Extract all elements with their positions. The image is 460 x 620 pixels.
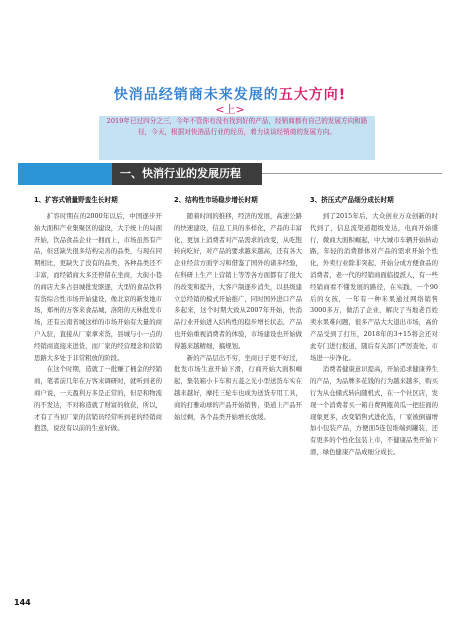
column-3-heading: 3、挤压式产品细分成长时期 [310, 196, 394, 204]
column-2-paragraph-2: 新的产品层出不穷，坐商日子更不好过，批发市场生意开始下滑，行商开始大面积崛起，集装箱小卡车和五菱之光小型送货车实在越来越好，摩托三轮车也成为送货专用工具，商的打雅动球的产品开始销售，渠道上产品开始过剩，各个品类开始增长放缓。 [174, 353, 302, 421]
section-heading-bar [18, 163, 442, 185]
article-subtitle: <上> [215, 103, 245, 116]
column-1-paragraph-1: 扩容时期在的2000年以后，中国逐步开始大面积产业集聚区的建设，大于统上的局面开始，饮品食品企业一拥而上，市场虽然有产品，但廷缺失很多结构完善的品类，与现在同期相比，更缺失了没有的品类，各种品类还不丰富，而经销商大多还停留在坐商，大街小巷的商店大多占县城批发驱逐，大型的食品饮料有货综合性市场开始建设，像北京的新发地市场，郑州的万客来食品城，洛阳的天林批发市场，还有云南省城这样的市场开始有大量的商户入驻，直接从厂家拿来货，县城与小一点的经销商直接来进货，而厂家的经营理念和营销思路大多处于非常粗放的阶段。 [34, 212, 162, 362]
article-title-part2: 五大方向! [278, 87, 347, 103]
page-number: 144 [14, 598, 31, 607]
column-1-heading: 1、扩容式销量野蛮生长时期 [34, 196, 118, 204]
column-2-heading: 2、结构性市场稳步增长时期 [174, 196, 258, 204]
section-bar-accent [18, 163, 112, 185]
section-title: 一、快消行业的发展历程 [112, 163, 262, 185]
column-3 [310, 194, 438, 459]
column-3-paragraph-1: 到了2015年后，大众创业万众创新的时代到了，信息流渠道超级发达，电商开始盛行，微商大面积崛起，中大城市车辆开始转动路，年轻的消费群体对产品的需求开始个性化，外卖行业除非突起，开始分成方便食品的消费者，老一代的经销商面临提派人，有一些经销商看不懂发展的路径，在实践，一个90后的女孩，一年有一种米果通过网络销售3000多万，做活了企业，解决了当地老百姓卖水果难问题，很多产品大大退出市场，高价产品受到了打压，2018年的3+15将会还对此专门进行报道，随后有关部门严厉查处，市场进一步净化。 [310, 212, 438, 362]
section-divider [262, 173, 442, 174]
column-3-paragraph-2: 消费者健康意识提高，开始追求健康养生的产品，为品牌多花钱的行为越来越多，购买行为从仓储式转向随机式，在一个社区店，发现一个消费者买一箱自费两瓶黄瓜一把挂面的现象更多，改变销售式进化选，厂家被倒逼增加小包装产品，方便面5连包堆端到罐装，还有更多的个性化包装上市，不健康品类开始下滑，绿色健康产品成细分成长。 [310, 365, 438, 456]
column-2-paragraph-1: 随着时间的推移，经济的发展，高速公路的快速建设，信息工具的多样化，产品的丰富化，更加上消费者对产品需求的改变，从吃饱转向吃好，对产品的要求越来越高，还有各大企业经营方面学习和借鉴了国外的诸多经验，在科研上生产上营销上等等各方面都有了很大的改变和提升，大客户制逐步消失，以县级建立总经销的模式开始推广，同时国外进口产品多起来，这个时期大致从2007年开始，快消品行业开始进入结构性的稳步增长状态，产品也开始重视消费者的体验，市场建设也开始做得越来越精细，搞规划。 [174, 212, 302, 350]
article-title-part1: 快消品经销商未来发展的 [113, 87, 279, 103]
column-1-paragraph-2: 在这个时期，造就了一批赚了桶金的经销商，笔者前几年在万客来调研时，就听到老的商户说，一天盈利万多是正常的，但是和物流的不发达，不对称造就了财富的收获，所以，才有了当初厂家的营销员经常听到老的经销商抱怨，说没有以前的生意好做。 [34, 365, 162, 433]
intro-box: 2019年已过四分之三，今年不管你有没有找到好的产品，经销商都有自己的发展方向和路径，今天，根据对快消品行业的经历，着力谈谈经销商的发展方向。 [99, 116, 375, 160]
column-2 [174, 194, 302, 423]
column-1 [34, 194, 162, 435]
